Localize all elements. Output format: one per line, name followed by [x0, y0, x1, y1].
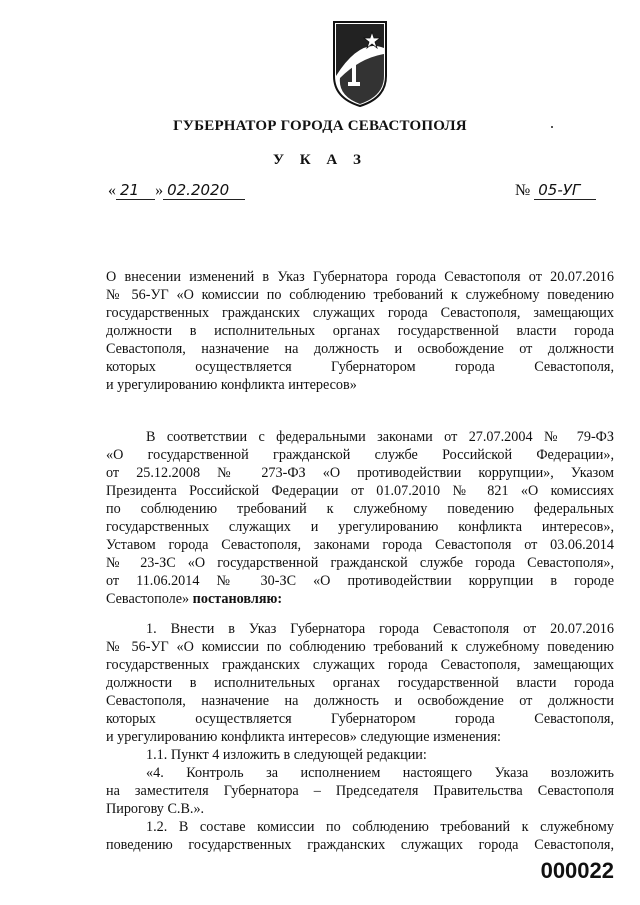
date-close-quote: » — [155, 182, 164, 199]
preamble-last-text: Севастополе» — [106, 591, 193, 607]
preamble-line: от 25.12.2008 № 273-ФЗ «О противодействии коррупции», Указом — [106, 465, 614, 481]
preamble-paragraph — [106, 428, 614, 608]
preamble-line: от 11.06.2014 № 30-ЗС «О противодействии коррупции в городе — [106, 573, 614, 589]
intro-line: О внесении изменений в Указ Губернатора города Севастополя от 20.07.2016 — [106, 269, 614, 285]
date-day: 21 — [116, 181, 155, 200]
issuer-title: ГУБЕРНАТОР ГОРОДА СЕВАСТОПОЛЯ — [173, 118, 467, 134]
decree-subject — [106, 268, 614, 394]
number-value: 05-УГ — [534, 181, 596, 200]
preamble-line: Уставом города Севастополя, законами города Севастополя от 03.06.2014 — [106, 537, 614, 553]
preamble-line: В соответствии с федеральными законами от 27.07.2004 № 79-ФЗ — [146, 429, 614, 445]
resolve-word: постановляю: — [192, 591, 283, 607]
preamble-last-line — [106, 590, 614, 608]
sevastopol-coat-of-arms-emblem — [330, 18, 390, 108]
preamble-line: Президента Российской Федерации от 01.07.2010 № 821 «О комиссиях — [106, 483, 614, 499]
date-month-year: 02.2020 — [163, 181, 245, 200]
amendment-line: 1.2. В составе комиссии по соблюдению требований к служебному — [146, 819, 614, 835]
preamble-line: «О государственной гражданской службе Российской Федерации», — [106, 447, 614, 463]
intro-line: должности в исполнительных органах государственной власти города — [106, 323, 614, 339]
amendment-line: и урегулированию конфликта интересов» следующие изменения: — [106, 729, 501, 745]
amendment-line: № 56-УГ «О комиссии по соблюдению требований к служебному поведению — [106, 639, 614, 655]
amendment-line: 1.1. Пункт 4 изложить в следующей редакции: — [146, 747, 427, 763]
decree-number — [515, 181, 596, 200]
amendment-line: 1. Внести в Указ Губернатора города Севастополя от 20.07.2016 — [146, 621, 614, 637]
preamble-line: № 23-ЗС «О государственной гражданской службе города Севастополя», — [106, 555, 614, 571]
preamble-line: по соблюдению требований к служебному поведению федеральных — [106, 501, 614, 517]
amendment-line: которых осуществляется Губернатором города Севастополя, — [106, 711, 614, 727]
amendment-line: должности в исполнительных органах государственной власти города — [106, 675, 614, 691]
amendment-line: «4. Контроль за исполнением настоящего Указа возложить — [146, 765, 614, 781]
amendment-line: поведению государственных гражданских служащих города Севастополя, — [106, 837, 614, 853]
amendment-line: государственных гражданских служащих города Севастополя, замещающих — [106, 657, 614, 673]
amendment-line: Пирогову С.В.». — [106, 801, 205, 817]
intro-line: № 56-УГ «О комиссии по соблюдению требований к служебному поведению — [106, 287, 614, 303]
number-sign: № — [515, 182, 531, 199]
intro-line: Севастополя, назначение на должность и освобождение от должности — [106, 341, 614, 357]
registration-number: 000022 — [540, 858, 614, 883]
amendment-line: на заместителя Губернатора – Председателя Правительства Севастополя — [106, 783, 614, 799]
intro-line: и урегулированию конфликта интересов» — [106, 377, 357, 393]
decree-date — [108, 181, 245, 200]
preamble-line: государственных служащих и урегулированию конфликта интересов», — [106, 519, 614, 535]
amendments-paragraph — [106, 620, 614, 854]
intro-line: которых осуществляется Губернатором города Севастополя, — [106, 359, 614, 375]
amendment-line: Севастополя, назначение на должность и освобождение от должности — [106, 693, 614, 709]
document-type-title: У К А З — [273, 152, 367, 168]
date-open-quote: « — [108, 182, 116, 199]
intro-line: государственных гражданских служащих города Севастополя, замещающих — [106, 305, 614, 321]
